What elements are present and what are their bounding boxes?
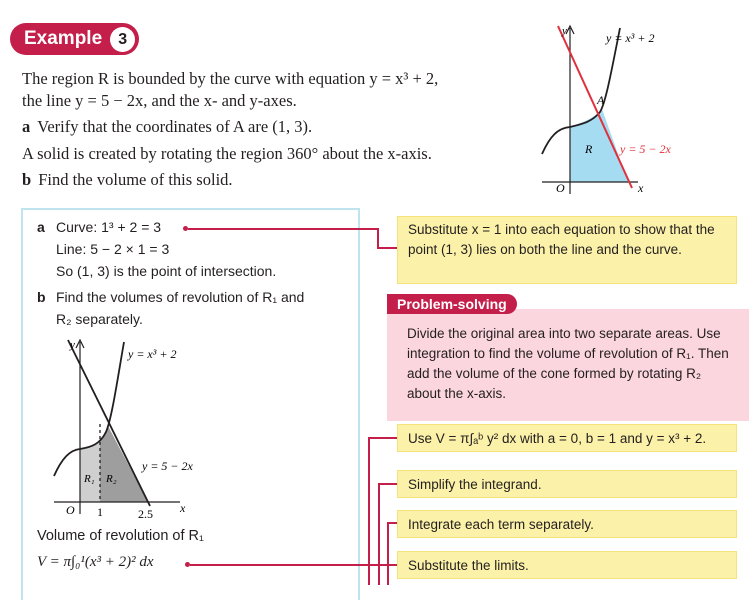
- connector-line: [368, 437, 370, 585]
- small-origin-label: O: [66, 503, 75, 517]
- small-x-label: x: [180, 501, 186, 515]
- connector-line: [190, 564, 397, 566]
- r2-label: R₂: [106, 473, 117, 485]
- sol-a-letter: a: [37, 219, 45, 235]
- region-r1: [80, 442, 100, 502]
- connector-line: [387, 522, 397, 524]
- question-line-1: The region R is bounded by the curve with equation y = x³ + 2,: [22, 69, 439, 88]
- vol-heading: Volume of revolution of R₁: [37, 528, 204, 544]
- part-b-letter: b: [22, 170, 32, 189]
- note-use-formula: Use V = π∫ₐᵇ y² dx with a = 0, b = 1 and y = x³ + 2.: [397, 424, 737, 452]
- top-line-label: y = 5 − 2x: [620, 142, 671, 156]
- top-curve-label: y = x³ + 2: [606, 31, 655, 45]
- small-graph: [50, 336, 220, 522]
- connector-line: [378, 483, 380, 585]
- question-line-2: the line y = 5 − 2x, and the x- and y-axes.: [22, 91, 297, 110]
- small-y-label: y: [70, 339, 75, 351]
- sol-a-line3: So (1, 3) is the point of intersection.: [56, 263, 277, 279]
- question-line-4: A solid is created by rotating the region 360° about the x-axis.: [22, 144, 432, 163]
- note-simplify: Simplify the integrand.: [397, 470, 737, 498]
- note-integrate: Integrate each term separately.: [397, 510, 737, 538]
- sol-a-line2: Line: 5 − 2 × 1 = 3: [56, 241, 170, 257]
- top-x-label: x: [638, 181, 644, 195]
- sol-b-line1: Find the volumes of revolution of R₁ and: [56, 289, 305, 305]
- connector-line: [377, 228, 379, 248]
- integral: V = π∫₀¹(x³ + 2)² dx: [37, 554, 154, 570]
- top-graph: [520, 18, 749, 198]
- small-line-label: y = 5 − 2x: [142, 459, 193, 473]
- note-limits: Substitute the limits.: [397, 551, 737, 579]
- tick-2-5: 2.5: [138, 507, 153, 521]
- example-number: 3: [110, 27, 135, 52]
- connector-line: [188, 228, 378, 230]
- region-r-label: R: [585, 142, 593, 156]
- problem-solving-text: Divide the original area into two separate areas. Use integration to find the volume of revolution of R₁. Then add the volume of the cone formed by rotating R₂ about the x-axis.: [407, 326, 729, 401]
- connector-line: [377, 247, 397, 249]
- connector-line: [378, 483, 397, 485]
- small-curve-label: y = x³ + 2: [128, 347, 177, 361]
- example-badge: [10, 23, 139, 55]
- connector-line: [368, 437, 397, 439]
- example-label: Example: [24, 28, 103, 49]
- top-y-label: y: [562, 25, 567, 37]
- sol-a-line1: Curve: 1³ + 2 = 3: [56, 219, 162, 235]
- part-a-letter: a: [22, 117, 31, 136]
- question-part-b: [22, 170, 233, 190]
- sol-b-line2: R₂ separately.: [56, 311, 143, 327]
- problem-solving-tag: Problem-solving: [387, 294, 517, 314]
- part-a-text: Verify that the coordinates of A are (1, 3).: [37, 117, 313, 136]
- top-origin-label: O: [556, 181, 565, 195]
- tick-1: 1: [97, 505, 103, 519]
- connector-line: [387, 522, 389, 585]
- region-r2: [100, 426, 148, 502]
- question-part-a: [22, 117, 312, 137]
- sol-b-letter: b: [37, 289, 46, 305]
- r1-label: R₁: [84, 473, 95, 485]
- note-substitute: Substitute x = 1 into each equation to show that the point (1, 3) lies on both the line and the curve.: [397, 216, 737, 284]
- point-a-label: A: [597, 93, 605, 107]
- part-b-text: Find the volume of this solid.: [38, 170, 233, 189]
